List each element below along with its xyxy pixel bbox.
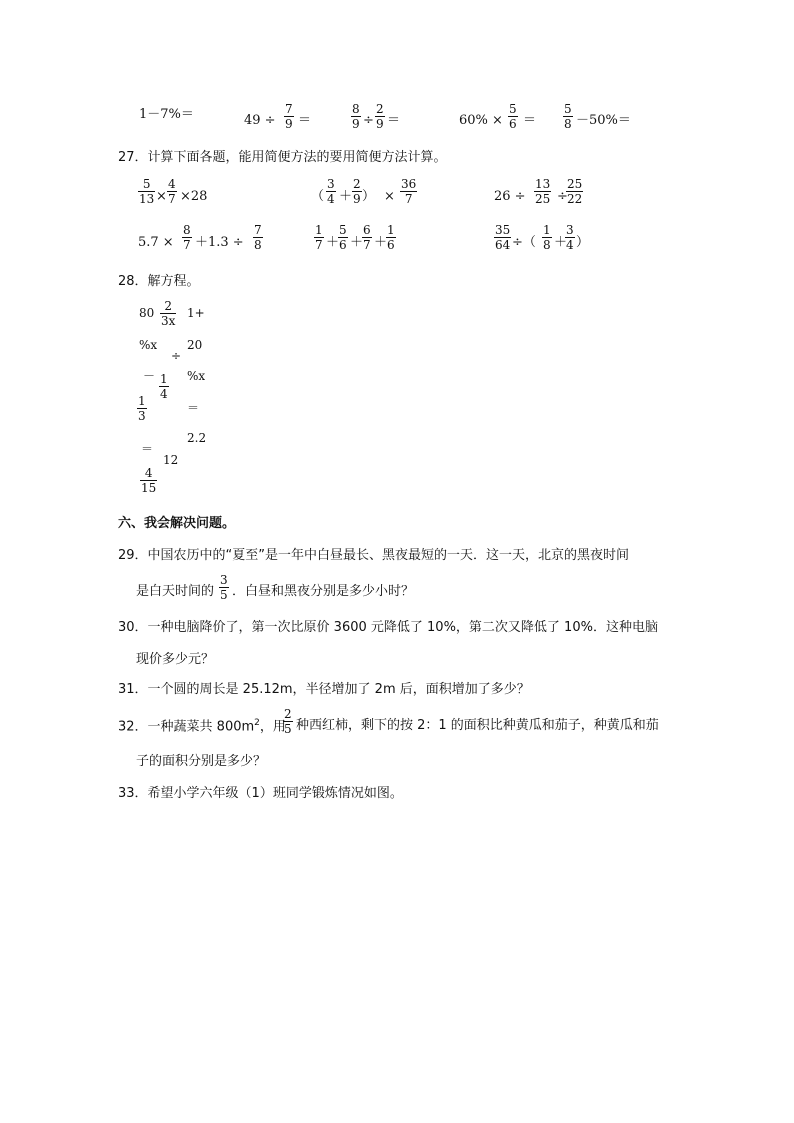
- paren: （: [311, 189, 325, 204]
- fraction: $\frac{13}{25}$: [535, 177, 551, 206]
- question-33: 33．希望小学六年级（1）班同学锻炼情况如图。: [118, 786, 403, 801]
- eq-fragment: 1+: [187, 306, 205, 320]
- fraction: $\frac{35}{64}$: [495, 223, 511, 252]
- calc-4: 60% ×: [459, 113, 503, 128]
- fraction: $\frac{8}{9}$: [352, 102, 360, 131]
- fraction: $\frac{2}{9}$: [353, 177, 361, 206]
- fraction: $\frac{4}{7}$: [168, 177, 176, 206]
- question-32-line1a: 32．一种蔬菜共 $800m^2$，用: [118, 718, 286, 735]
- paren: ）: [576, 235, 590, 250]
- eq-fragment: ÷: [171, 349, 182, 363]
- eq-fragment: %x: [139, 338, 158, 352]
- operator: ＋: [350, 235, 364, 250]
- equals: ＝: [387, 113, 401, 128]
- fraction: $\frac{3}{5}$: [220, 573, 228, 602]
- eq-fragment: ＝: [187, 401, 200, 415]
- operator: ÷: [557, 189, 568, 204]
- operator: ×: [384, 189, 395, 204]
- fraction: $\frac{3}{4}$: [566, 223, 574, 252]
- question-32-line2: 子的面积分别是多少？: [136, 754, 267, 769]
- expr-text: 26 ÷: [494, 189, 526, 204]
- eq-fragment: 12: [163, 453, 179, 467]
- equals: ＝: [298, 113, 312, 128]
- fraction: $\frac{4}{15}$: [141, 466, 157, 495]
- eq-fragment: 80: [139, 306, 155, 320]
- fraction: $\frac{5}{8}$: [564, 102, 572, 131]
- calc-2: 49 ÷: [244, 113, 276, 128]
- fraction: $\frac{7}{8}$: [254, 223, 262, 252]
- fraction: $\frac{2}{9}$: [376, 102, 384, 131]
- section-heading: 六、我会解决问题。: [118, 516, 236, 531]
- expr-text: ×28: [180, 189, 208, 204]
- eq-fragment: 2.2: [187, 431, 207, 445]
- operator: ×: [156, 189, 167, 204]
- fraction: $\frac{1}{4}$: [160, 372, 168, 401]
- question-32-line1c: 种西红柿，剩下的按 2：1 的面积比种黄瓜和茄子，种黄瓜和茄: [296, 718, 659, 733]
- fraction: $\frac{1}{3}$: [138, 394, 146, 423]
- fraction: $\frac{1}{8}$: [543, 223, 551, 252]
- fraction: $\frac{5}{6}$: [339, 223, 347, 252]
- fraction: $\frac{7}{9}$: [285, 102, 293, 131]
- eq-fragment: ＝: [141, 442, 154, 456]
- operator: ＋: [339, 189, 353, 204]
- calc-1: 1－7%＝: [139, 107, 194, 122]
- question-30-line1: 30．一种电脑降价了，第一次比原价 3600 元降低了 10%，第二次又降低了 10%．这种电脑: [118, 620, 658, 635]
- question-29-line2b: ．白昼和黑夜分别是多少小时？: [232, 584, 415, 599]
- fraction: $\frac{5}{13}$: [139, 177, 155, 206]
- eq-fragment: 20: [187, 338, 203, 352]
- fraction: $\frac{5}{6}$: [509, 102, 517, 131]
- equals: ＝: [523, 113, 537, 128]
- fraction: $\frac{2}{5}$: [284, 707, 292, 736]
- question-27-title: 27．计算下面各题，能用简便方法的要用简便方法计算。: [118, 150, 447, 165]
- expr-text: ＋1.3 ÷: [195, 235, 244, 250]
- fraction: $\frac{6}{7}$: [363, 223, 371, 252]
- operator: ÷: [363, 113, 374, 128]
- fraction: $\frac{1}{7}$: [315, 223, 323, 252]
- fraction: $\frac{1}{6}$: [387, 223, 395, 252]
- question-29-line1: 29．中国农历中的“夏至”是一年中白昼最长、黑夜最短的一天．这一天，北京的黑夜时间: [118, 548, 630, 563]
- question-31: 31．一个圆的周长是 25.12m，半径增加了 2m 后，面积增加了多少？: [118, 682, 530, 697]
- fraction: $\frac{2}{3x}$: [161, 299, 176, 328]
- fraction: $\frac{3}{4}$: [327, 177, 335, 206]
- eq-fragment: －: [143, 369, 156, 383]
- question-29-line2a: 是白天时间的: [136, 584, 215, 599]
- expr-text: 5.7 ×: [138, 235, 174, 250]
- operator: ÷（: [512, 235, 536, 250]
- fraction: $\frac{36}{7}$: [401, 177, 417, 206]
- operator: ＋: [374, 235, 388, 250]
- operator: ＋: [326, 235, 340, 250]
- question-30-line2: 现价多少元？: [136, 652, 215, 667]
- fraction: $\frac{8}{7}$: [183, 223, 191, 252]
- fraction: $\frac{25}{22}$: [567, 177, 583, 206]
- calc-5: －50%＝: [576, 113, 631, 128]
- question-28-title: 28．解方程。: [118, 274, 200, 289]
- operator: ＋: [554, 235, 568, 250]
- eq-fragment: %x: [187, 369, 206, 383]
- paren: ）: [362, 189, 376, 204]
